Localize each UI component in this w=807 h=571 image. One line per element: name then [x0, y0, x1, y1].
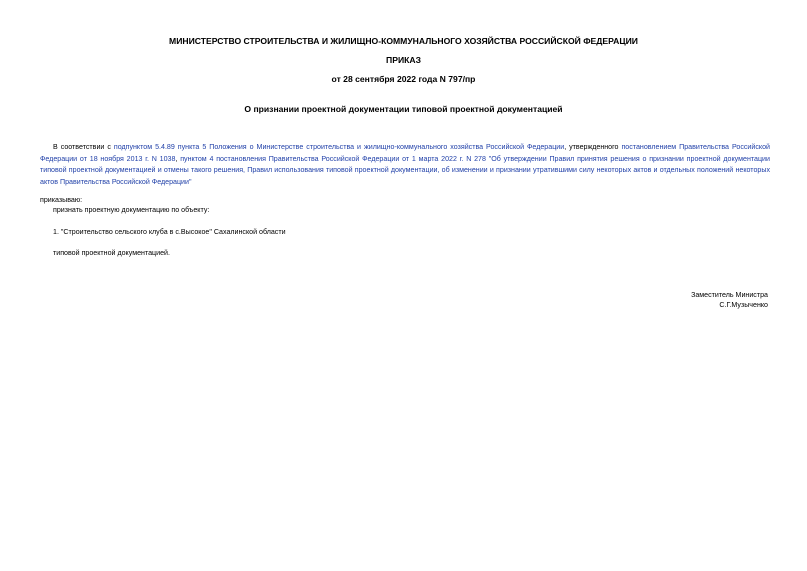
order-command: приказываю: — [40, 196, 83, 204]
link-point-4[interactable]: пунктом 4 — [180, 154, 214, 163]
object-item-1: 1. "Строительство сельского клуба в с.Высокое" Сахалинской области — [53, 228, 286, 236]
signatory-name: С.Г.Музыченко — [719, 301, 768, 309]
preamble-text: , утвержденного — [564, 143, 622, 151]
link-ministry-regulation[interactable]: Положения о Министерстве строительства и жилищно-коммунального хозяйства Российской Федерации — [209, 143, 565, 151]
preamble-paragraph — [40, 142, 770, 188]
signatory-position: Заместитель Министра — [691, 291, 768, 299]
ministry-name: МИНИСТЕРСТВО СТРОИТЕЛЬСТВА И ЖИЛИЩНО-КОММУНАЛЬНОГО ХОЗЯЙСТВА РОССИЙСКОЙ ФЕДЕРАЦИИ — [169, 36, 638, 46]
order-recognize: признать проектную документацию по объекту: — [53, 206, 210, 214]
link-government-decree-278[interactable]: постановления Правительства Российской Федерации от 1 марта 2022 г. N 278 "Об утверждении Правил принятия решения о признании проектной документации типовой проектной документацией и отмены такого решения, Правил использования типовой проектной документации, об изменении и признании утратившими силу некоторых актов и отдельных положений некоторых актов Правительства Российской Федерации" — [40, 154, 770, 186]
link-subpoint-5-4-89[interactable]: подпунктом 5.4.89 пункта 5 — [113, 143, 207, 151]
order-as-typical: типовой проектной документацией. — [53, 249, 170, 257]
document-date-number: от 28 сентября 2022 года N 797/пр — [331, 74, 476, 84]
link-government-decree-1038[interactable]: постановлением Правительства Российской Федерации от 18 ноября 2013 г. N 1038 — [40, 143, 770, 163]
preamble-text: , — [175, 154, 181, 163]
document-subject: О признании проектной документации типовой проектной документацией — [244, 104, 563, 114]
preamble-text: В соответствии с — [53, 143, 114, 151]
document-type: ПРИКАЗ — [386, 55, 421, 65]
